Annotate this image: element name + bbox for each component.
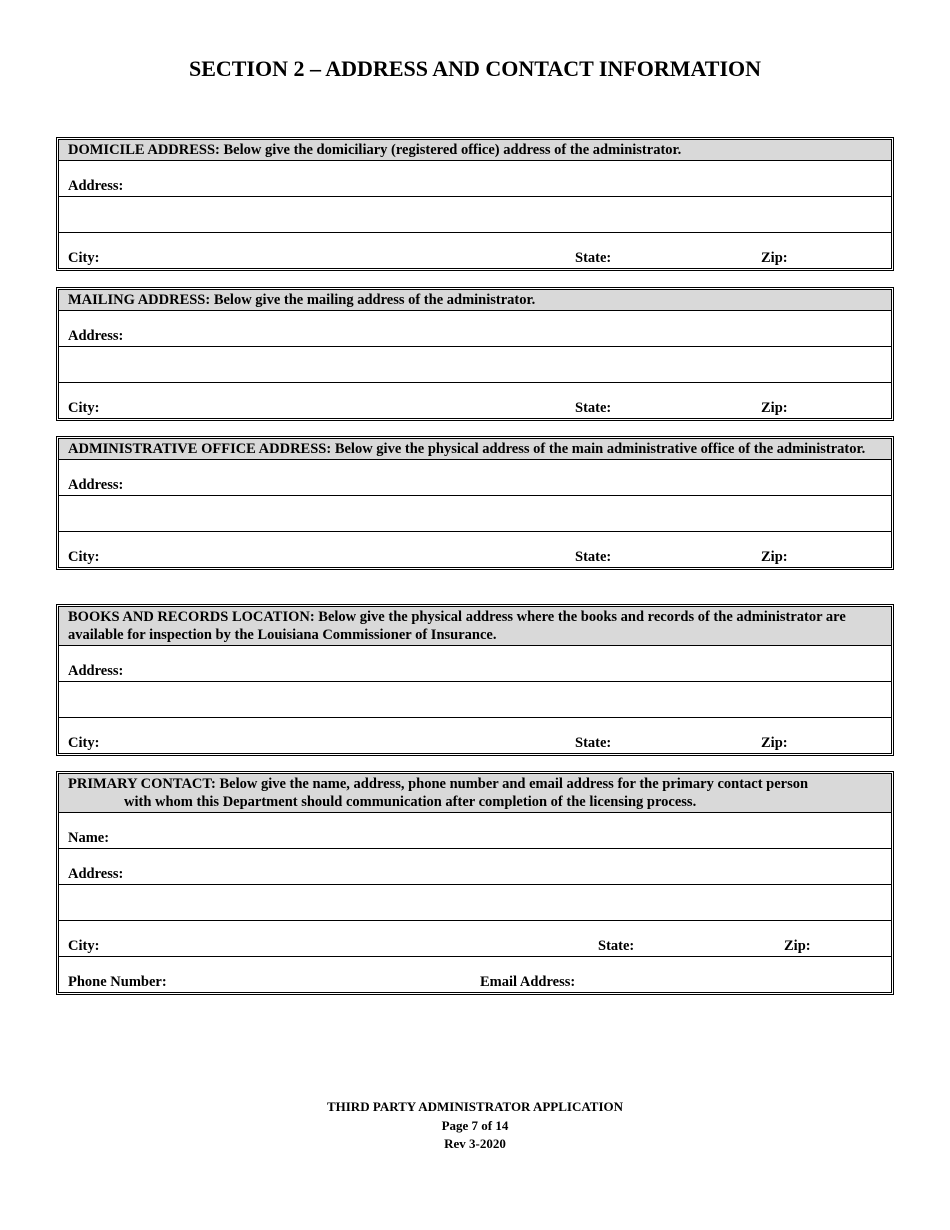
footer-form-title: THIRD PARTY ADMINISTRATOR APPLICATION (326, 1099, 624, 1114)
footer-page-number: Page 7 of 14 (441, 1117, 509, 1133)
mailing-address-section (56, 287, 894, 421)
city-label: City: (68, 400, 100, 416)
city-state-zip-row[interactable] (59, 532, 891, 567)
zip-label: Zip: (761, 735, 788, 751)
state-label: State: (575, 400, 612, 416)
address-label: Address: (68, 866, 124, 882)
state-label: State: (575, 549, 612, 565)
zip-label: Zip: (761, 549, 788, 565)
state-label: State: (575, 735, 612, 751)
address-line-2-field[interactable] (59, 682, 891, 718)
address-line-2-field[interactable] (59, 496, 891, 532)
city-state-zip-row[interactable] (59, 233, 891, 268)
address-line-2-field[interactable] (59, 885, 891, 921)
city-label: City: (68, 735, 100, 751)
address-label: Address: (68, 178, 124, 194)
footer-revision: Rev 3-2020 (444, 1136, 506, 1151)
email-label: Email Address: (480, 974, 576, 990)
address-field[interactable] (59, 646, 891, 682)
city-label: City: (68, 549, 100, 565)
section-header: MAILING ADDRESS: Below give the mailing address of the administrator. (59, 290, 891, 311)
address-field[interactable] (59, 161, 891, 197)
section-header: ADMINISTRATIVE OFFICE ADDRESS: Below give the physical address of the main administrative office of the administrator. (59, 439, 891, 460)
address-line-2-field[interactable] (59, 197, 891, 233)
address-field[interactable] (59, 311, 891, 347)
domicile-address-section (56, 137, 894, 271)
name-label: Name: (68, 830, 110, 846)
zip-label: Zip: (761, 250, 788, 266)
zip-label: Zip: (784, 938, 811, 954)
zip-label: Zip: (761, 400, 788, 416)
address-line-2-field[interactable] (59, 347, 891, 383)
administrative-office-address-section (56, 436, 894, 570)
section-header-line-1: PRIMARY CONTACT: Below give the name, address, phone number and email address for the primary contact person (68, 776, 809, 792)
address-field[interactable] (59, 849, 891, 885)
page-title: SECTION 2 – ADDRESS AND CONTACT INFORMATION (188, 56, 762, 81)
section-header: DOMICILE ADDRESS: Below give the domiciliary (registered office) address of the administrator. (59, 140, 891, 161)
page-footer (0, 1098, 950, 1154)
section-header: BOOKS AND RECORDS LOCATION: Below give the physical address where the books and records of the administrator are available for inspection by the Louisiana Commissioner of Insurance. (59, 607, 891, 646)
phone-email-row[interactable] (59, 957, 891, 992)
name-field[interactable] (59, 813, 891, 849)
city-state-zip-row[interactable] (59, 718, 891, 753)
primary-contact-section (56, 771, 894, 995)
address-field[interactable] (59, 460, 891, 496)
state-label: State: (598, 938, 635, 954)
address-label: Address: (68, 477, 124, 493)
books-records-location-section (56, 604, 894, 756)
state-label: State: (575, 250, 612, 266)
address-label: Address: (68, 328, 124, 344)
city-label: City: (68, 250, 100, 266)
address-label: Address: (68, 663, 124, 679)
section-header-line-2: with whom this Department should communication after completion of the licensing process. (124, 794, 697, 810)
phone-label: Phone Number: (68, 974, 167, 990)
city-state-zip-row[interactable] (59, 383, 891, 418)
section-header (59, 774, 891, 813)
city-label: City: (68, 938, 100, 954)
city-state-zip-row[interactable] (59, 921, 891, 957)
